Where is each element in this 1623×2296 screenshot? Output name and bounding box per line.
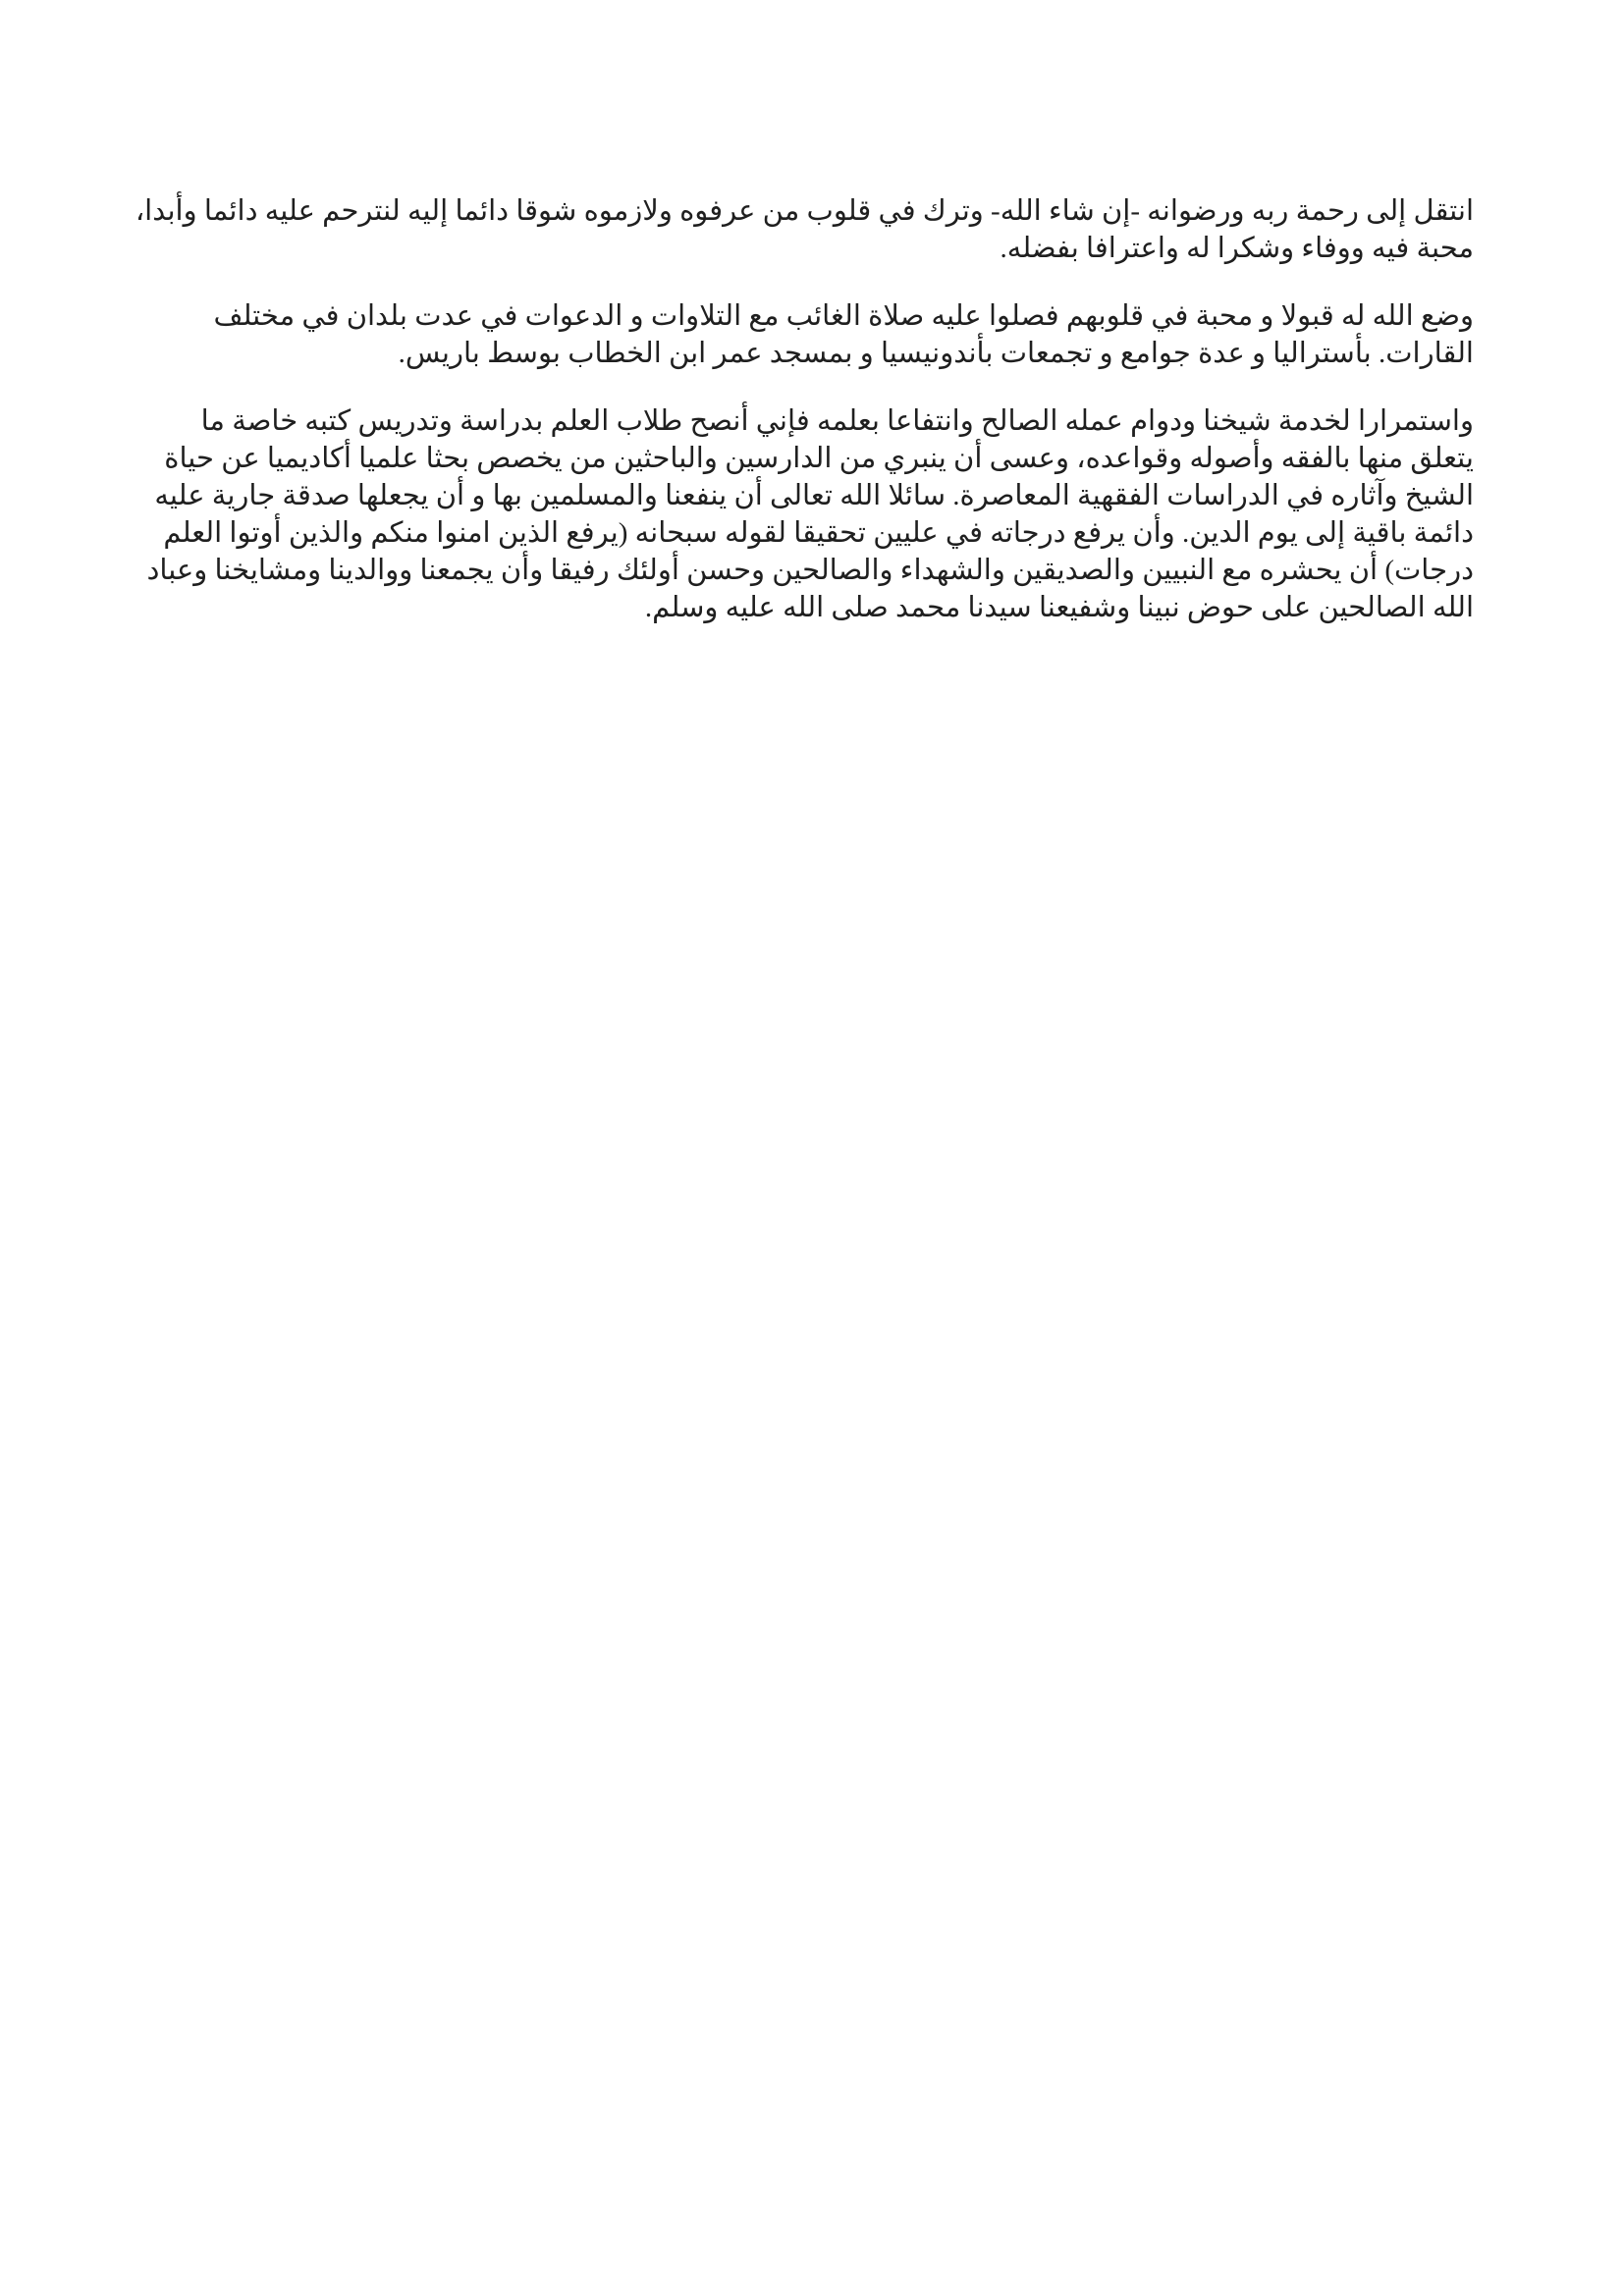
- text-line: دائمة باقية إلى يوم الدين. وأن يرفع درجاته في عليين تحقيقا لقوله سبحانه (يرفع الذين امنوا منكم والذين أوتوا العلم: [163, 517, 1474, 549]
- text-line: انتقل إلى رحمة ربه ورضوانه -إن شاء الله- وترك في قلوب من عرفوه ولازموه شوقا دائما إليه لنترحم عليه دائما وأبدا،: [135, 195, 1474, 227]
- text-line: القارات. بأستراليا و عدة جوامع و تجمعات بأندونيسيا و بمسجد عمر ابن الخطاب بوسط باريس.: [398, 338, 1474, 369]
- text-line: الله الصالحين على حوض نبينا وشفيعنا سيدنا محمد صلى الله عليه وسلم.: [644, 592, 1474, 623]
- paragraph: [135, 192, 1474, 267]
- text-line: وضع الله له قبولا و محبة في قلوبهم فصلوا عليه صلاة الغائب مع التلاوات و الدعوات في عدت بلدان في مختلف: [213, 300, 1474, 332]
- paragraph: [149, 297, 1474, 372]
- text-block: [135, 192, 1474, 657]
- text-line: الشيخ وآثاره في الدراسات الفقهية المعاصرة. سائلا الله تعالى أن ينفعنا والمسلمين بها و أن يجعلها صدقة جارية عليه: [154, 480, 1474, 511]
- text-line: واستمرارا لخدمة شيخنا ودوام عمله الصالح وانتفاعا بعلمه فإني أنصح طلاب العلم بدراسة وتدريس كتبه خاصة ما: [200, 405, 1474, 437]
- text-line: يتعلق منها بالفقه وأصوله وقواعده، وعسى أن ينبري من الدارسين والباحثين من يخصص بحثا علميا أكاديميا عن حياة: [164, 443, 1474, 474]
- text-line: درجات) أن يحشره مع النبيين والصديقين والشهداء والصالحين وحسن أولئك رفيقا وأن يجمعنا ووالدينا ومشايخنا وعباد: [146, 555, 1474, 586]
- text-line: محبة فيه ووفاء وشكرا له واعترافا بفضله.: [1000, 233, 1474, 264]
- paragraph: [146, 402, 1474, 626]
